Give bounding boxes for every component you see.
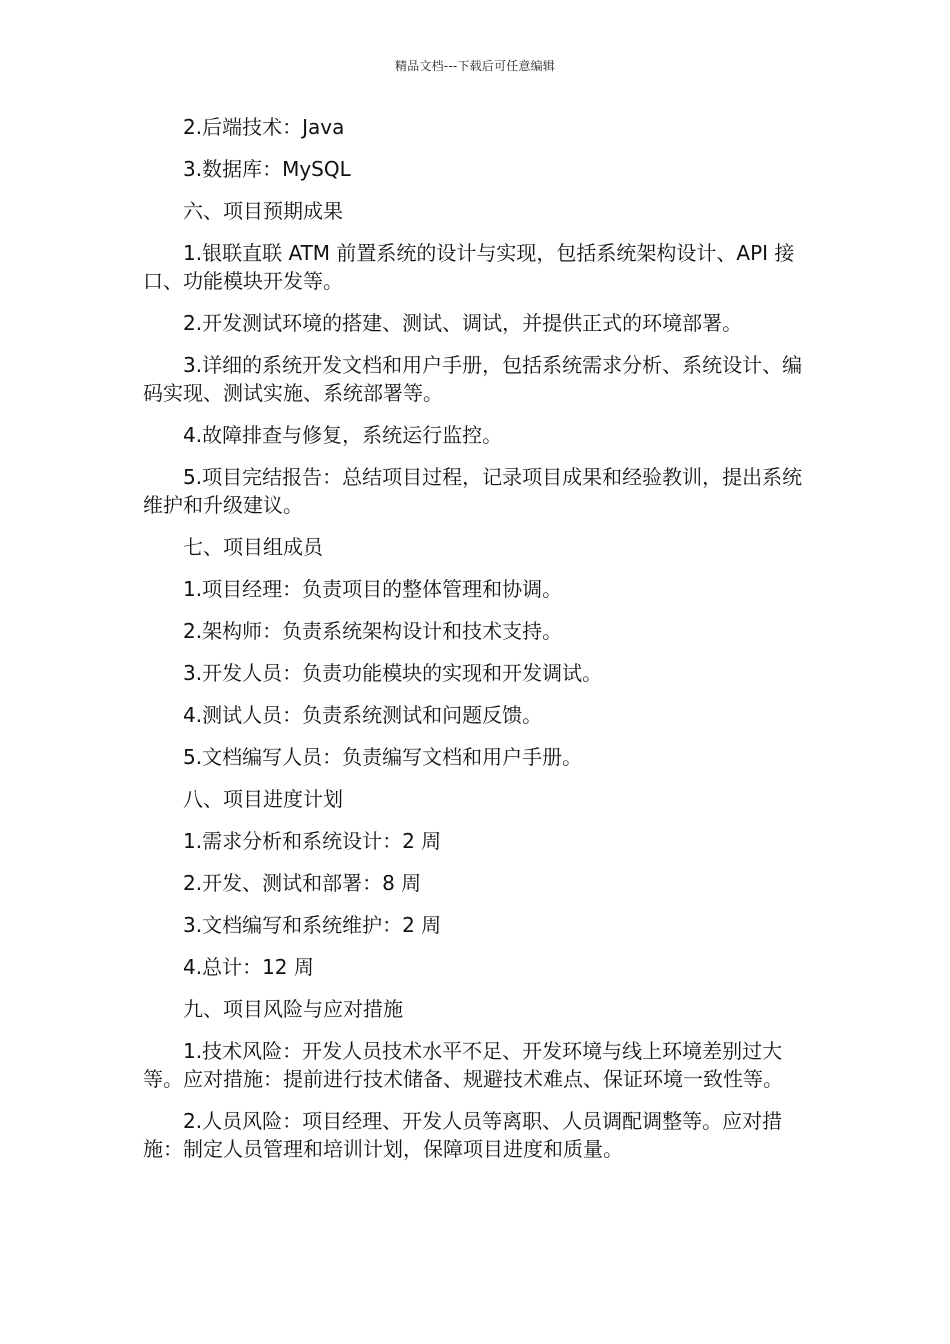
- section-heading-risks: 九、项目风险与应对措施: [183, 997, 403, 1021]
- paragraph-schedule-4: 4.总计：12 周: [183, 955, 314, 979]
- page-header: 精品文档---下载后可任意编辑: [395, 59, 555, 73]
- paragraph-result-5: 5.项目完结报告：总结项目过程，记录项目成果和经验教训，提出系统维护和升级建议。: [143, 465, 803, 517]
- section-heading-schedule: 八、项目进度计划: [183, 787, 343, 811]
- paragraph-member-5: 5.文档编写人员：负责编写文档和用户手册。: [183, 745, 583, 769]
- paragraph-backend-tech: 2.后端技术：Java: [183, 115, 345, 139]
- paragraph-schedule-1: 1.需求分析和系统设计：2 周: [183, 829, 442, 853]
- section-heading-team-members: 七、项目组成员: [183, 535, 323, 559]
- paragraph-member-3: 3.开发人员：负责功能模块的实现和开发调试。: [183, 661, 603, 685]
- paragraph-member-4: 4.测试人员：负责系统测试和问题反馈。: [183, 703, 543, 727]
- section-heading-expected-results: 六、项目预期成果: [183, 199, 343, 223]
- paragraph-risk-1: 1.技术风险：开发人员技术水平不足、开发环境与线上环境差别过大等。应对措施：提前进行技术储备、规避技术难点、保证环境一致性等。: [143, 1039, 783, 1091]
- paragraph-result-4: 4.故障排查与修复，系统运行监控。: [183, 423, 503, 447]
- paragraph-member-2: 2.架构师：负责系统架构设计和技术支持。: [183, 619, 563, 643]
- paragraph-risk-2: 2.人员风险：项目经理、开发人员等离职、人员调配调整等。应对措施：制定人员管理和培训计划，保障项目进度和质量。: [143, 1109, 783, 1161]
- paragraph-result-3: 3.详细的系统开发文档和用户手册，包括系统需求分析、系统设计、编码实现、测试实施、系统部署等。: [143, 353, 803, 405]
- paragraph-schedule-2: 2.开发、测试和部署：8 周: [183, 871, 422, 895]
- document-body: [143, 113, 803, 1177]
- paragraph-result-1: 1.银联直联 ATM 前置系统的设计与实现，包括系统架构设计、API 接口、功能模块开发等。: [143, 241, 795, 293]
- paragraph-result-2: 2.开发测试环境的搭建、测试、调试，并提供正式的环境部署。: [183, 311, 743, 335]
- paragraph-member-1: 1.项目经理：负责项目的整体管理和协调。: [183, 577, 563, 601]
- paragraph-schedule-3: 3.文档编写和系统维护：2 周: [183, 913, 442, 937]
- paragraph-database: 3.数据库：MySQL: [183, 157, 351, 181]
